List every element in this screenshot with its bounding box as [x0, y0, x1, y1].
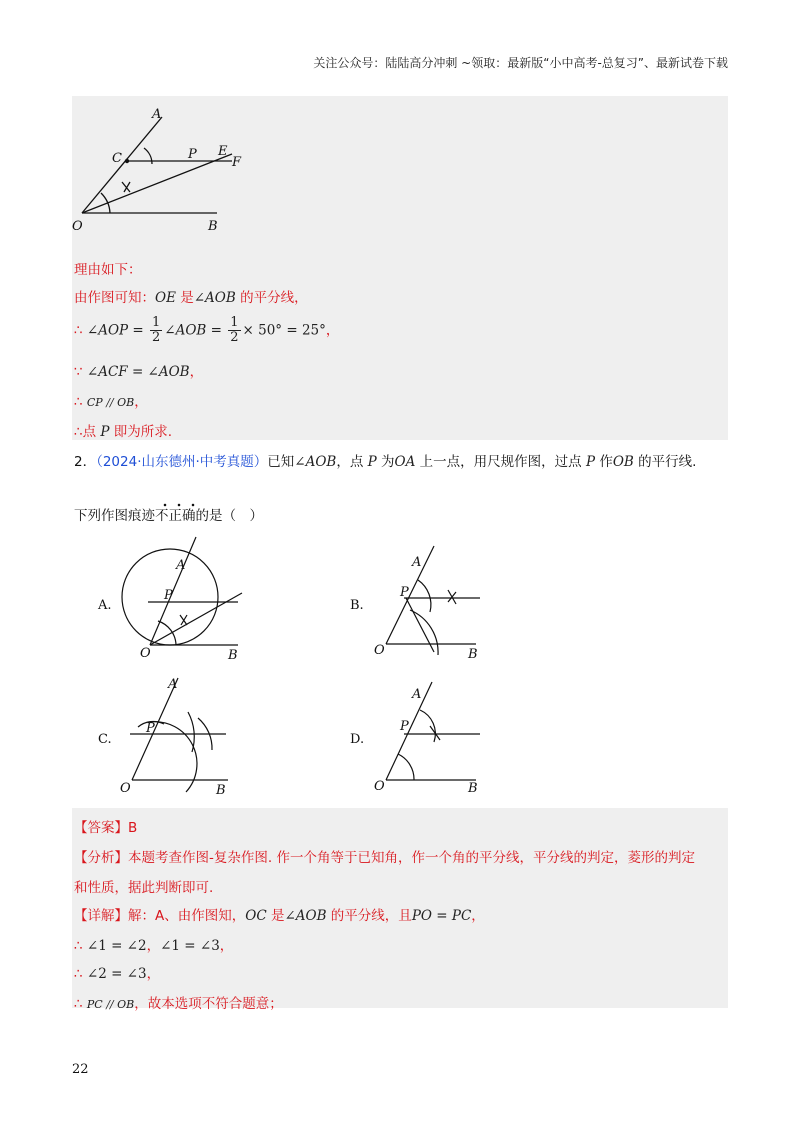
- solution-line-6: ∴点 P 即为所求.: [74, 424, 173, 440]
- detail-line-1: 【详解】解：A、由作图知，OC 是∠AOB 的平分线，且PO = PC，: [74, 908, 485, 924]
- arc-1: [418, 580, 431, 612]
- question-source: （2024·山东德州·中考真题）: [96, 454, 268, 470]
- fraction-half-2: $\frac{1}{2}$: [230, 315, 239, 345]
- detail-line-3: ∴ ∠2 = ∠3，: [74, 966, 161, 982]
- page-number: 22: [72, 1062, 89, 1077]
- ray-oe: [82, 154, 232, 213]
- arc-mark: [122, 182, 130, 192]
- label-a: A: [176, 558, 186, 573]
- page-header: 关注公众号：陆陆高分冲刺 ~领取：最新版“小中高考-总复习”、最新试卷下载: [313, 56, 728, 70]
- question-2-prompt: 下列作图痕迹不正确的是（ ）: [74, 504, 263, 524]
- solution-line-3: ∴ ∠AOP = $\frac{1}{2}$ ∠AOB = $\frac{1}{2}$ × 50° = 25°，: [74, 315, 340, 345]
- detail-line-2: ∴ ∠1 = ∠2，∠1 = ∠3，: [74, 938, 234, 954]
- option-b-label[interactable]: B.: [350, 598, 364, 613]
- label-o: O: [374, 779, 385, 794]
- solution-line-4: ∵ ∠ACF = ∠AOB，: [74, 364, 204, 380]
- label-b: B: [468, 647, 478, 662]
- construction-figure-1: [72, 100, 272, 240]
- arc-mark: [180, 615, 187, 625]
- label-e: E: [218, 144, 228, 159]
- option-c-label[interactable]: C.: [98, 732, 112, 747]
- option-a-label[interactable]: A.: [98, 598, 112, 613]
- label-p: P: [400, 585, 409, 600]
- option-d-label[interactable]: D.: [350, 732, 365, 747]
- label-p: P: [188, 147, 197, 162]
- solution-line-1: 理由如下：: [74, 262, 142, 278]
- answer-line: [74, 816, 137, 836]
- option-d-figure: [370, 676, 490, 798]
- point-c-dot: [125, 159, 129, 163]
- label-p: P: [146, 721, 155, 736]
- arc-mark: [448, 590, 456, 604]
- arc-3: [188, 712, 194, 752]
- label-b: B: [216, 783, 226, 797]
- label-o: O: [120, 781, 131, 796]
- label-b: B: [208, 219, 218, 234]
- answer-value: B: [128, 820, 138, 836]
- solution-line-2: 由作图可知：OE 是∠AOB 的平分线，: [74, 290, 308, 306]
- label-b: B: [228, 648, 238, 663]
- label-a: A: [152, 107, 162, 122]
- option-a-figure: [120, 535, 250, 665]
- label-p: P: [400, 719, 409, 734]
- label-a: A: [168, 677, 178, 692]
- label-a: A: [412, 687, 422, 702]
- answer-tag: 【答案】: [74, 820, 128, 836]
- option-b-figure: [370, 540, 490, 665]
- arc-p: [420, 710, 435, 742]
- arc-o: [398, 754, 414, 780]
- label-o: O: [72, 219, 83, 234]
- analysis-tag: 【分析】: [74, 850, 128, 866]
- label-f: F: [232, 155, 242, 170]
- ray-oa: [132, 678, 178, 780]
- label-p: P: [164, 588, 173, 603]
- ray-oa: [386, 682, 432, 780]
- detail-line-4: ∴ PC // OB，故本选项不符合题意；: [74, 996, 283, 1012]
- solution-line-5: ∴ CP // OB，: [74, 394, 148, 410]
- arc-o: [158, 621, 176, 645]
- label-a: A: [412, 555, 422, 570]
- label-c: C: [112, 151, 122, 166]
- ray-oa: [150, 537, 196, 645]
- question-2-text: 2．（2024·山东德州·中考真题）已知∠AOB，点 P 为OA 上一点，用尺规作图，过点 P 作OB 的平行线.: [74, 454, 697, 470]
- label-o: O: [140, 646, 151, 661]
- emphasized-text: 不正确: [155, 502, 196, 524]
- ray-oa: [82, 117, 162, 213]
- label-o: O: [374, 643, 385, 658]
- arc-1: [150, 722, 197, 792]
- detail-tag: 【详解】: [74, 908, 128, 924]
- analysis-line-1: 【分析】本题考查作图-复杂作图. 作一个角等于已知角，作一个角的平分线，平分线的判定，菱形的判定: [74, 850, 695, 866]
- analysis-line-2: 和性质，据此判断即可.: [74, 880, 214, 896]
- fraction-half-1: $\frac{1}{2}$: [152, 315, 161, 345]
- label-b: B: [468, 781, 478, 796]
- option-c-figure: [120, 672, 250, 797]
- ray-oa: [386, 546, 434, 644]
